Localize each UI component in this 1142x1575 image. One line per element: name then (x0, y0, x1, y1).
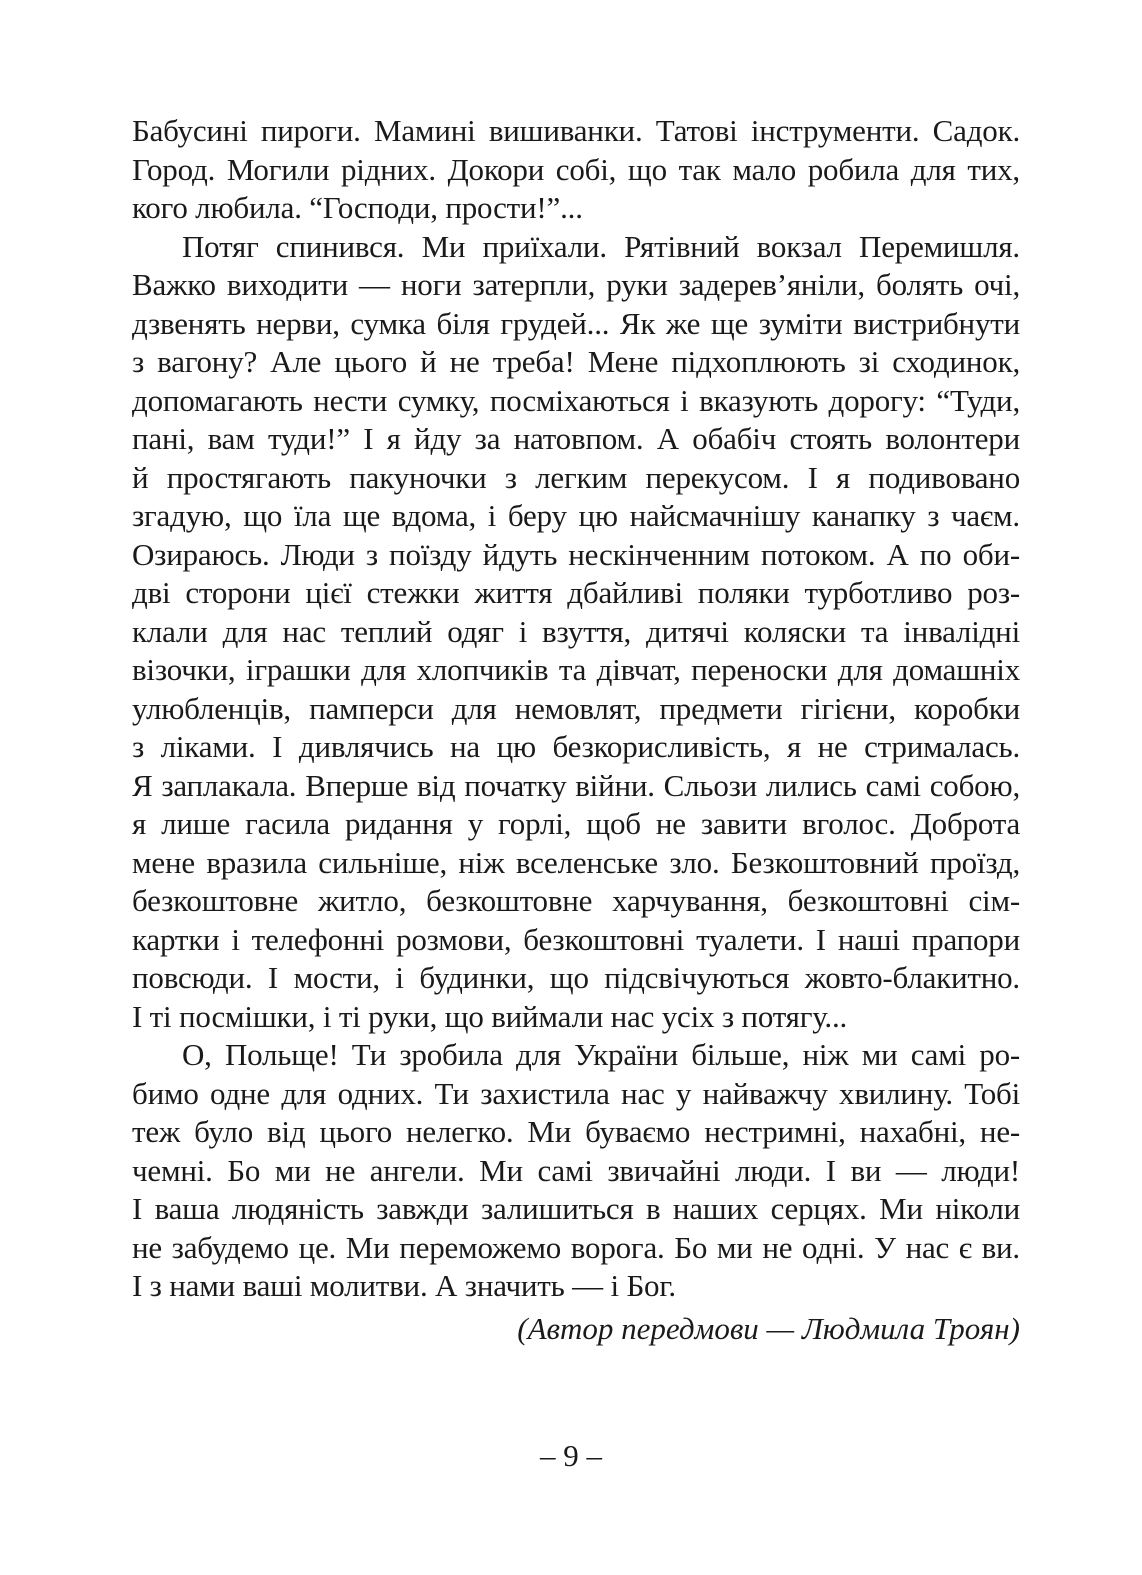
text-line: чемні. Бо ми не ангели. Ми самі звичайні люди. І ви — люди! (132, 1152, 1020, 1188)
text-line: клали для нас теплий одяг і взуття, дитячі коляски та інвалідні (132, 613, 1020, 649)
text-line: О, Польще! Ти зробила для України більше, ніж ми самі ро- (182, 1037, 1020, 1072)
text-line: дзвенять нерви, сумка біля грудей... Як же ще зуміти вистрибнути (132, 305, 1020, 341)
author-note: (Автор передмови — Людмила Троян) (517, 1310, 1020, 1346)
paragraph (132, 112, 1020, 228)
text-line: дві сторони цієї стежки життя дбайливі поляки турботливо роз- (132, 575, 1020, 610)
text-line: з ліками. І дивлячись на цю безкорисливість, я не стрималась. (132, 729, 1020, 764)
text-line: повсюди. І мости, і будинки, що підсвічуються жовто-блакитно. (132, 960, 1020, 995)
text-line: з вагону? Але цього й не треба! Мене підхоплюють зі сходинок, (132, 344, 1020, 379)
text-line: Город. Могили рідних. Докори собі, що так мало робила для тих, (132, 151, 1020, 187)
text-line: Потяг спинився. Ми приїхали. Рятівний вокзал Перемишля. (182, 228, 1020, 264)
text-line: улюбленців, памперси для немовлят, предмети гігієни, коробки (132, 690, 1020, 726)
text-line: візочки, іграшки для хлопчиків та дівчат, переноски для домашніх (132, 652, 1020, 687)
text-line: І ті посмішки, і ті руки, що виймали нас усіх з потягу... (132, 998, 848, 1034)
page-content (132, 112, 1020, 1348)
text-line: Озираюсь. Люди з поїзду йдуть нескінченним потоком. А по оби- (132, 536, 1020, 572)
text-line: І ваша людяність завжди залишиться в наших серцях. Ми ніколи (132, 1191, 1020, 1226)
body-text (132, 112, 1020, 1306)
text-line: й простягають пакуночки з легким перекусом. І я подивовано (132, 459, 1020, 495)
text-line: я лише гасила ридання у горлі, щоб не завити вголос. Доброта (132, 806, 1020, 841)
text-line: не забудемо це. Ми переможемо ворога. Бо ми не одні. У нас є ви. (132, 1229, 1020, 1265)
page-number: – 9 – (540, 1438, 602, 1473)
text-line: безкоштовне житло, безкоштовне харчування, безкоштовні сім- (132, 883, 1020, 918)
text-line: мене вразила сильніше, ніж вселенське зло. Безкоштовний проїзд, (132, 844, 1020, 880)
text-line: згадую, що їла ще вдома, і беру цю найсмачнішу канапку з чаєм. (132, 498, 1020, 533)
text-line: бимо одне для одних. Ти захистила нас у найважчу хвилину. Тобі (132, 1075, 1020, 1111)
text-line: Бабусині пироги. Мамині вишиванки. Татові інструменти. Садок. (132, 113, 1020, 148)
text-line: І з нами ваші молитви. А значить — і Бог. (132, 1268, 676, 1303)
text-line: Важко виходити — ноги затерпли, руки задерев’яніли, болять очі, (132, 267, 1020, 302)
text-line: теж було від цього нелегко. Ми буваємо нестримні, нахабні, не- (132, 1114, 1020, 1149)
text-line: Я заплакала. Вперше від початку війни. Сльози лились самі собою, (132, 767, 1020, 803)
text-line: пані, вам туди!” І я йду за натовпом. А обабіч стоять волонтери (132, 421, 1020, 456)
text-line: кого любила. “Господи, прости!”... (132, 190, 583, 225)
paragraph (132, 228, 1020, 1037)
text-line: допомагають нести сумку, посміхаються і вказують дорогу: “Туди, (132, 382, 1020, 418)
paragraph (132, 1036, 1020, 1306)
text-line: картки і телефонні розмови, безкоштовні туалети. І наші прапори (132, 921, 1020, 957)
